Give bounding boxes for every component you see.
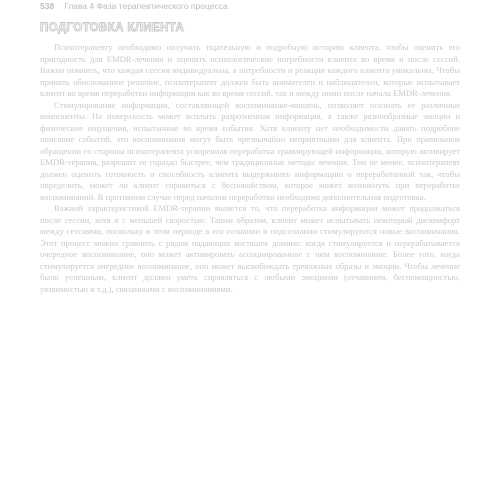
- running-header: [40, 0, 228, 12]
- page-number: 538: [40, 1, 55, 11]
- body-text: [40, 42, 460, 295]
- paragraph: Психотерапевту необходимо получить тщательную и подробную историю клиента, чтобы оценить его пригодность для EMDR-лечения и оценить психологические потребности клиента во время и после сессий. Важно помнить, что каждая сессия индивидуальна, а потребности и реакции каждого клиента уникальны. Чтобы принять обоснованное решение, психотерапевт должен быть внимателен и наблюдателен, которые испытывает клиент во время переработки информации как во время сессий, так и между ними после начала EMDR-лечения.: [40, 42, 460, 98]
- paragraph: Важной характеристикой EMDR-терапии является то, что переработка информации может продолжаться после сессии, хотя и с меньшей скоростью. Таким образом, клиент может испытывать некоторый дискомфорт между сессиями, поскольку в этом периоде в его сознании и подсознании стимулируются новые воспоминания. Этот процесс можно сравнить с рядом падающих костяшек домино: когда стимулируется и перерабатывается очередное воспоминание, оно может активировать ассоциированное с ним воспоминание. Более того, когда стимулируется очередное воспоминание, оно может высвобождать тревожные образы и эмоции. Чтобы лечение было успешным, клиент должен уметь справляться с любыми эмоциями (отчаянием, беспомощностью, уязвимостью и т.д.), связанными с воспоминаниями.: [40, 203, 460, 294]
- paragraph: Стимулирование информации, составляющей воспоминание-мишень, позволяет осознать ее различные компоненты. На поверхность может всплыть разрозненная информация, а также разнообразные эмоции и физические ощущения, испытанные во время события. Хотя клиенту нет необходимости давать подробное описание событий, это воспоминания могут быть чрезвычайно неприятными для клиента. При правильном обращении со стороны психотерапевта ускоренная переработка травмирующей информации, которую активирует EMDR-терапия, разрешит ее гораздо быстрее, чем традиционные методы лечения. Тем не менее, психотерапевт должен оценить готовность и способность клиента выдерживать информацию о переработанной так, чтобы определить, может ли клиент справиться с беспокойством, которое может возникнуть при переработке воспоминаний. В противном случае перед началом переработки необходима дополнительная подготовка.: [40, 99, 460, 202]
- section-heading: ПОДГОТОВКА КЛИЕНТА: [40, 22, 185, 34]
- running-title: Глава 4 Фаза терапевтического процесса: [64, 1, 228, 11]
